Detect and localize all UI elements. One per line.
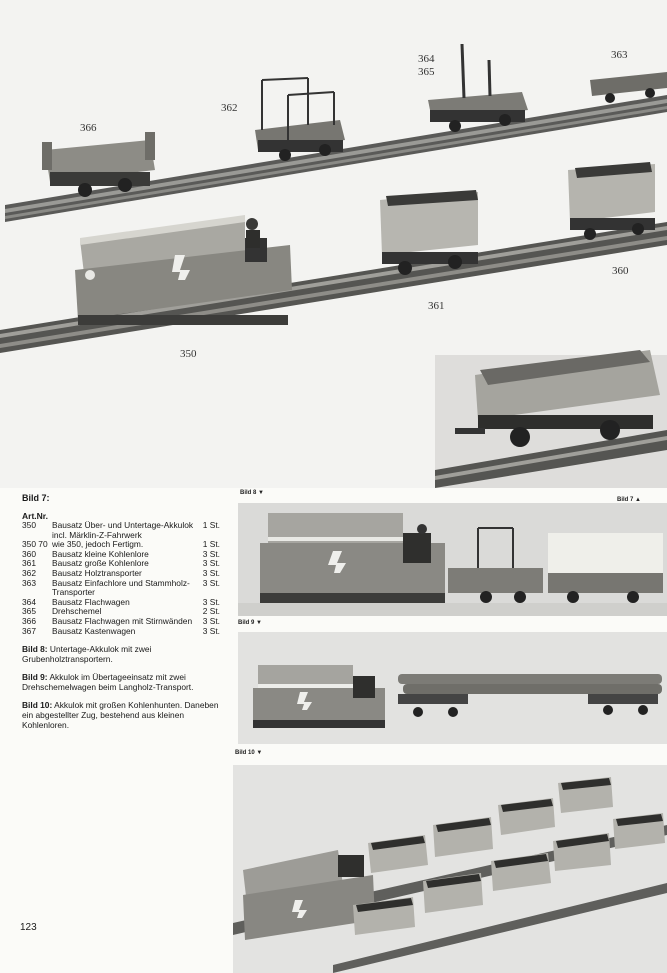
- label-bild7: Bild 7 ▲: [617, 497, 641, 503]
- item-number: 365: [22, 606, 36, 617]
- item-number: 350 70: [22, 539, 48, 550]
- label-364: 364: [418, 53, 435, 65]
- item-number: 367: [22, 625, 36, 636]
- item-description: Bausatz Flachwagen mit Stirnwänden: [52, 615, 193, 626]
- item-quantity: 2 St.: [202, 606, 220, 617]
- item-number: 350: [22, 520, 36, 530]
- item-quantity: 3 St.: [202, 558, 220, 569]
- item-quantity: 3 St.: [202, 577, 220, 588]
- item-number: 366: [22, 615, 36, 626]
- caption-bild8: [22, 644, 222, 664]
- table-row: [22, 579, 220, 598]
- caption-bild10: [22, 700, 222, 730]
- label-bild10: Bild 10 ▼: [235, 750, 263, 756]
- caption-bild10-text: Akkulok mit großen Kohlenhunten. Daneben ein abgestellter Zug, bestehend aus kleinen Kohlenloren.: [22, 700, 219, 731]
- item-number: 360: [22, 548, 36, 559]
- parts-list: [22, 521, 220, 636]
- caption-bild8-label: Bild 8:: [22, 644, 48, 655]
- item-description: Drehschemel: [52, 606, 102, 617]
- item-description: Bausatz Flachwagen: [52, 596, 130, 607]
- item-number: 363: [22, 577, 36, 588]
- label-366: 366: [80, 122, 97, 134]
- item-quantity: 1 St.: [202, 539, 220, 550]
- label-362: 362: [221, 102, 238, 114]
- table-row: [22, 521, 220, 540]
- wagon-361: [380, 190, 478, 275]
- item-number: 361: [22, 558, 36, 569]
- item-description: wie 350, jedoch Fertigm.: [52, 539, 144, 550]
- item-number: 362: [22, 567, 36, 578]
- item-quantity: 3 St.: [202, 625, 220, 636]
- page-number: 123: [20, 922, 37, 933]
- label-360: 360: [612, 265, 629, 277]
- label-365: 365: [418, 66, 435, 78]
- wagon-360: [568, 162, 655, 240]
- item-quantity: 3 St.: [202, 596, 220, 607]
- item-description: Bausatz Kastenwagen: [52, 625, 136, 636]
- label-bild9: Bild 9 ▼: [238, 620, 262, 626]
- caption-bild8-text: Untertage-Akkulok mit zwei Grubenholztransportern.: [22, 644, 152, 665]
- photo-bild8: [238, 503, 667, 616]
- item-quantity: 3 St.: [202, 567, 220, 578]
- photo-bild10: [233, 765, 667, 973]
- caption-bild9: [22, 672, 222, 692]
- item-quantity: 1 St.: [202, 520, 220, 530]
- label-bild8: Bild 8 ▼: [240, 490, 264, 496]
- table-row: [22, 627, 220, 637]
- photo-bild9: [238, 632, 667, 744]
- item-description: Bausatz Holztransporter: [52, 567, 142, 578]
- item-description: Bausatz Einfachlore und Stammholz-Transporter: [52, 577, 190, 598]
- label-350: 350: [180, 348, 197, 360]
- artnr-label: Art.Nr.: [22, 511, 48, 521]
- item-number: 364: [22, 596, 36, 607]
- item-description: Bausatz große Kohlenlore: [52, 558, 149, 569]
- item-quantity: 3 St.: [202, 548, 220, 559]
- item-quantity: 3 St.: [202, 615, 220, 626]
- wagon-367-inset: [435, 350, 667, 488]
- label-363: 363: [611, 49, 628, 61]
- item-description: Bausatz Über- und Untertage-Akkulok incl. Märklin-Z-Fahrwerk: [52, 520, 194, 540]
- caption-bild10-label: Bild 10:: [22, 700, 53, 711]
- caption-heading: Bild 7:: [22, 493, 50, 503]
- caption-bild9-text: Akkulok im Übertageeinsatz mit zwei Drehschemelwagen beim Langholz-Transport.: [22, 672, 194, 693]
- caption-bild9-label: Bild 9:: [22, 672, 48, 683]
- label-361: 361: [428, 300, 445, 312]
- item-description: Bausatz kleine Kohlenlore: [52, 548, 149, 559]
- caption-block: [22, 493, 222, 730]
